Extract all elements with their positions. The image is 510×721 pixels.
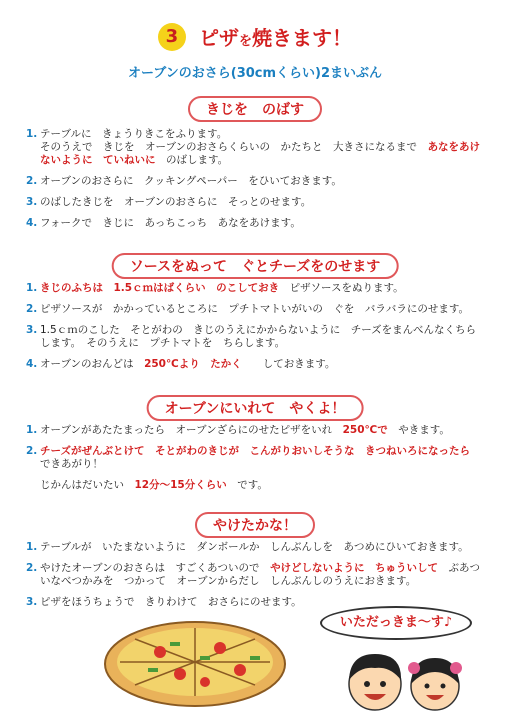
step-number: 2. <box>26 445 38 457</box>
step-text <box>40 217 486 230</box>
section-steps-stretch-dough <box>26 128 486 238</box>
tomato-topping <box>200 677 210 687</box>
step-number: 1. <box>26 282 38 294</box>
step-text <box>40 541 486 554</box>
step-number: 1. <box>26 424 38 436</box>
step-number: 4. <box>26 358 38 370</box>
section-heading-sauce-toppings: ソースをぬって ぐとチーズをのせます <box>112 253 399 279</box>
step-text-part: ピザをほうちょうで きりわけて おさらにのせます。 <box>40 596 302 608</box>
section-heading-stretch-dough: きじを のばす <box>188 96 322 122</box>
girl-eye <box>425 684 430 689</box>
step-text <box>40 358 486 371</box>
step-text-part: しておきます。 <box>241 358 336 370</box>
page-title: ピザを焼きます！ <box>199 26 353 50</box>
step-text-part: のばしたきじを オーブンのおさらに そっとのせます。 <box>40 196 312 208</box>
step-number: 3. <box>26 324 38 336</box>
section-heading-bake: オーブンにいれて やくよ！ <box>147 395 364 421</box>
tomato-topping <box>214 642 226 654</box>
step-item <box>26 541 486 554</box>
section-steps-done <box>26 541 486 617</box>
step-text-part: やきます。 <box>387 424 450 436</box>
boy-eye <box>380 681 386 687</box>
step-number: 3. <box>26 596 38 608</box>
step-item <box>26 196 486 209</box>
step-text-part: じかんはだいたい <box>40 479 135 491</box>
page-subtitle: オーブンのおさら(30cmくらい)2まいぶん <box>127 66 383 81</box>
step-number: 2. <box>26 175 38 187</box>
step-text-part: ぶあついなべつかみを つかって オーブンからだし しんぶんしのうえにおきます。 <box>40 562 481 587</box>
step-item <box>26 175 486 188</box>
step-text <box>40 128 486 167</box>
step-text <box>40 324 486 350</box>
step-number: 1. <box>26 541 38 553</box>
step-emphasis: 250℃より たかく <box>144 358 242 370</box>
tomato-topping <box>234 664 246 676</box>
step-number-badge: 3 <box>158 23 186 51</box>
page-header <box>0 22 510 51</box>
step-text <box>40 175 486 188</box>
step-text <box>40 282 486 295</box>
speech-bubble: いただっきま～す♪ <box>320 606 472 640</box>
step-item <box>26 358 486 371</box>
section-steps-bake <box>26 424 486 500</box>
pepper-topping <box>148 668 158 672</box>
tomato-topping <box>154 646 166 658</box>
step-emphasis: チーズがぜんぶとけて そとがわのきじが こんがりおいしそうな きつねいろになったら <box>40 445 470 457</box>
step-text-part: オーブンのおさらに クッキングペーパー をひいておきます。 <box>40 175 342 187</box>
pizza-illustration <box>100 612 290 712</box>
step-item <box>26 479 486 492</box>
step-number: 1. <box>26 128 38 140</box>
step-text <box>40 196 486 209</box>
step-item <box>26 324 486 350</box>
step-number: 2. <box>26 303 38 315</box>
step-text-part: のばします。 <box>155 154 229 166</box>
step-text <box>40 424 486 437</box>
tomato-topping <box>174 668 186 680</box>
step-text-part: テーブルが いたまないように ダンボールか しんぶんしを あつめにひいておきます。 <box>40 541 469 553</box>
step-emphasis: 250℃で <box>342 424 388 436</box>
section-heading-done: やけたかな！ <box>195 512 315 538</box>
step-emphasis: きじのふちは 1.5ｃｍはばくらい のこしておき <box>40 282 280 294</box>
girl-hair-ribbon <box>450 662 462 674</box>
pepper-topping <box>250 656 260 660</box>
step-number <box>26 479 40 492</box>
step-text <box>40 562 486 588</box>
step-text-part: です。 <box>226 479 268 491</box>
step-item <box>26 282 486 295</box>
step-emphasis: あなをあけないように ていねいに <box>40 141 481 166</box>
step-item <box>26 128 486 167</box>
step-text-part: 1.5ｃｍのこした そとがわの きじのうえにかからないように チーズをまんべんなくちらします。 そのうえに プチトマトを ちらします。 <box>40 324 476 349</box>
kids-illustration <box>330 640 480 718</box>
pepper-topping <box>170 642 180 646</box>
step-emphasis: 12分～15分くらい <box>134 479 227 491</box>
step-number: 2. <box>26 562 38 574</box>
step-item <box>26 562 486 588</box>
step-item <box>26 303 486 316</box>
step-text <box>40 303 486 316</box>
step-text-part: テーブルに きょうりきこをふります。 そのうえで きじを オーブンのおさらくらいの かたちと 大きさになるまで <box>40 128 418 153</box>
boy-eye <box>364 681 370 687</box>
step-text <box>40 445 486 471</box>
section-steps-sauce-toppings <box>26 282 486 379</box>
step-number: 3. <box>26 196 38 208</box>
step-text-part: ピザソースをぬります。 <box>279 282 404 294</box>
step-text-part: オーブンのおんどは <box>40 358 145 370</box>
pepper-topping <box>200 656 210 660</box>
step-number: 4. <box>26 217 38 229</box>
step-text-part: フォークで きじに あっちこっち あなをあけます。 <box>40 217 301 229</box>
step-text-part: オーブンがあたたまったら オーブンざらにのせたピザをいれ <box>40 424 343 436</box>
step-text <box>40 479 486 492</box>
step-item <box>26 445 486 471</box>
step-item <box>26 217 486 230</box>
step-text-part: できあがり！ <box>40 458 103 470</box>
step-text-part: やけたオーブンのおさらは すごくあついので <box>40 562 271 574</box>
step-item <box>26 424 486 437</box>
girl-hair-ribbon <box>408 662 420 674</box>
girl-eye <box>441 684 446 689</box>
step-emphasis: やけどしないように ちゅういして <box>270 562 439 574</box>
step-text-part: ピザソースが かかっているところに プチトマトいがいの ぐを バラバラにのせます。 <box>40 303 470 315</box>
